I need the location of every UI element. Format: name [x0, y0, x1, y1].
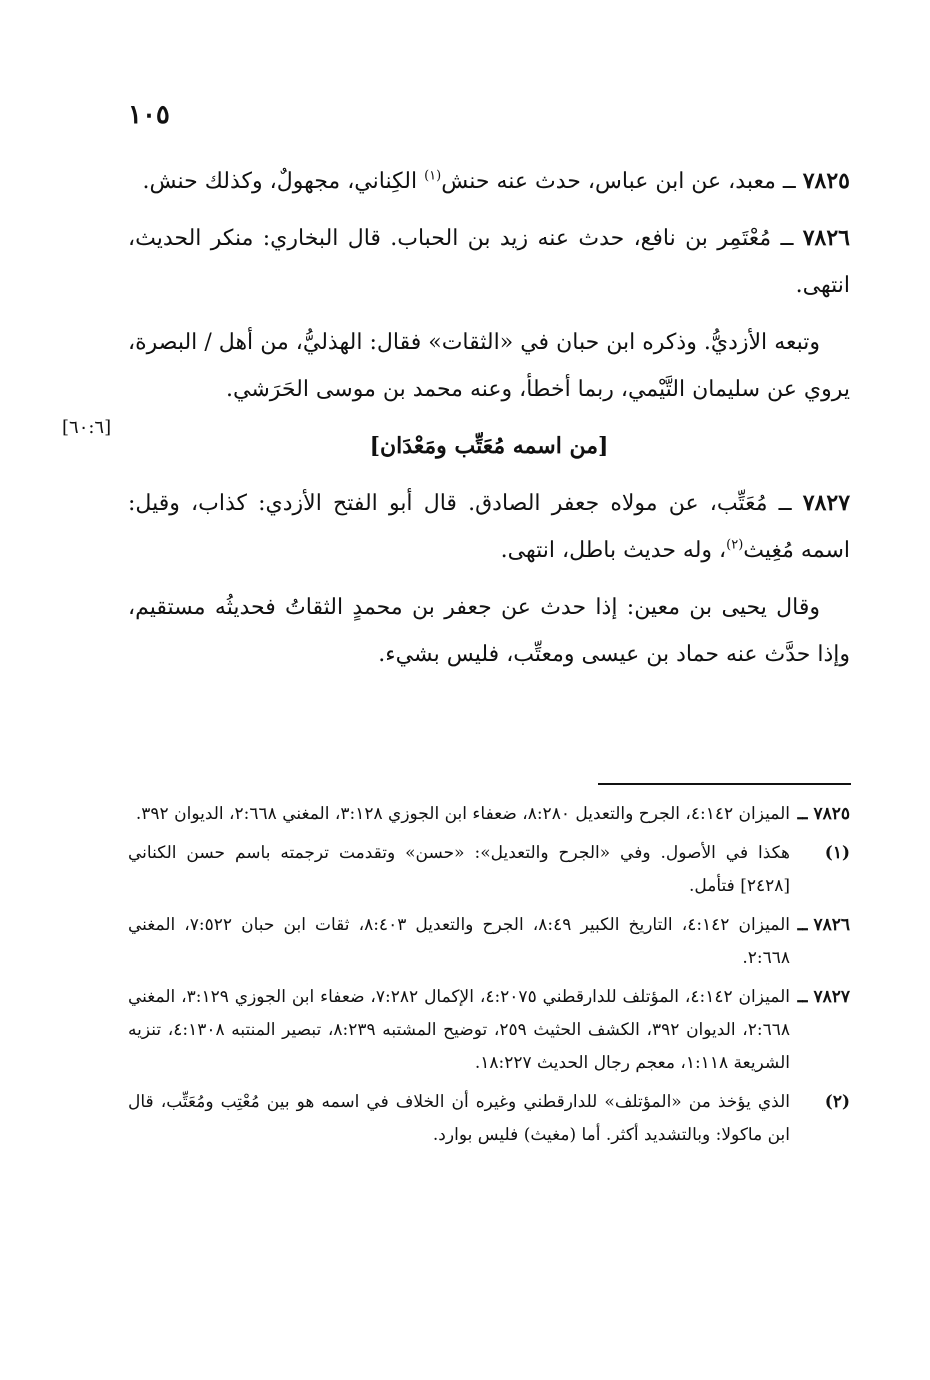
footnote-ref: (١) [424, 168, 442, 184]
footnote-label: ٧٨٢٥ ــ [797, 804, 850, 824]
footnote-text: الذي يؤخذ من «المؤتلف» للدارقطني وغيره أن الخلاف في اسمه هو بين مُعْتِب ومُعَتِّب، قال ابن ماكولا: وبالتشديد أكثر. أما (مغيث) فليس بوارد. [128, 1092, 790, 1145]
entry-text: ــ مُعْتَمِر بن نافع، حدث عنه زيد بن الحباب. قال البخاري: منكر الحديث، انتهى. [128, 226, 850, 298]
footnote-text: الميزان ٤:١٤٢، التاريخ الكبير ٨:٤٩، الجرح والتعديل ٨:٤٠٣، ثقات ابن حبان ٧:٥٢٢، المغني ٢:٦٦٨. [128, 915, 790, 968]
entry-number: ٧٨٢٥ [802, 168, 850, 194]
entry-text: ، وله حديث باطل، انتهى. [500, 538, 727, 563]
entry-text: الكِناني، مجهولٌ، وكذلك حنش. [142, 169, 418, 194]
margin-reference: [٦٠:٦] [62, 417, 112, 438]
footnote-text: الميزان ٤:١٤٢، الجرح والتعديل ٨:٢٨٠، ضعفاء ابن الجوزي ٣:١٢٨، المغني ٢:٦٦٨، الديوان ٣٩٢. [135, 804, 790, 824]
footnote [128, 837, 850, 903]
footnote-text: هكذا في الأصول. وفي «الجرح والتعديل»: «حسن» وتقدمت ترجمته باسم حسن الكناني [٢٤٢٨] فتأمل. [128, 843, 790, 896]
footnote [128, 909, 850, 975]
entry-number: ٧٨٢٧ [802, 490, 851, 516]
entry-7826-continuation: وتبعه الأزديُّ. وذكره ابن حبان في «الثقات» فقال: الهذليُّ، من أهل / البصرة، يروي عن سليمان التَّيْمي، ربما أخطأ، وعنه محمد بن موسى الحَرَشي. [128, 330, 850, 402]
footnote [128, 981, 850, 1080]
footnote-label: (١) [824, 843, 850, 863]
entry-text: ــ معبد، عن ابن عباس، حدث عنه حنش [441, 169, 796, 194]
footnotes [128, 798, 850, 1158]
footnote-label: ٧٨٢٧ ــ [797, 987, 850, 1007]
footnote [128, 1086, 850, 1152]
footnote [128, 798, 850, 831]
entry-number: ٧٨٢٦ [802, 225, 850, 251]
main-text [128, 158, 850, 688]
page-number: ١٠٥ [128, 100, 170, 130]
footnote-label: (٢) [824, 1092, 850, 1112]
footnote-text: الميزان ٤:١٤٢، المؤتلف للدارقطني ٤:٢٠٧٥، الإكمال ٧:٢٨٢، ضعفاء ابن الجوزي ٣:١٢٩، المغني ٢:٦٦٨، الديوان ٣٩٢، الكشف الحثيث ٢٥٩، توضيح المشتبه ٨:٢٣٩، تبصير المنتبه ٤:١٣٠٨، تنزيه الشريعة ١:١١٨، معجم رجال الحديث ١٨:٢٢٧. [128, 987, 791, 1073]
entry-7827 [128, 480, 850, 574]
entry-7825 [128, 158, 850, 205]
entry-7826 [128, 215, 850, 309]
footnote-ref: (٢) [726, 537, 744, 553]
entry-7827-continuation: وقال يحيى بن معين: إذا حدث عن جعفر بن محمدٍ الثقاتُ فحديثُه مستقيم، وإذا حدَّث عنه حماد بن عيسى ومعتِّب، فليس بشيء. [128, 595, 850, 667]
footnote-divider [598, 783, 851, 785]
footnote-label: ٧٨٢٦ ــ [797, 915, 850, 935]
entry-text: ــ مُعَتِّب، عن مولاه جعفر الصادق. قال أبو الفتح الأزدي: كذاب، وقيل: اسمه مُغِيث [128, 491, 850, 563]
section-heading: [من اسمه مُعَتِّب ومَعْدَان] [369, 433, 609, 459]
